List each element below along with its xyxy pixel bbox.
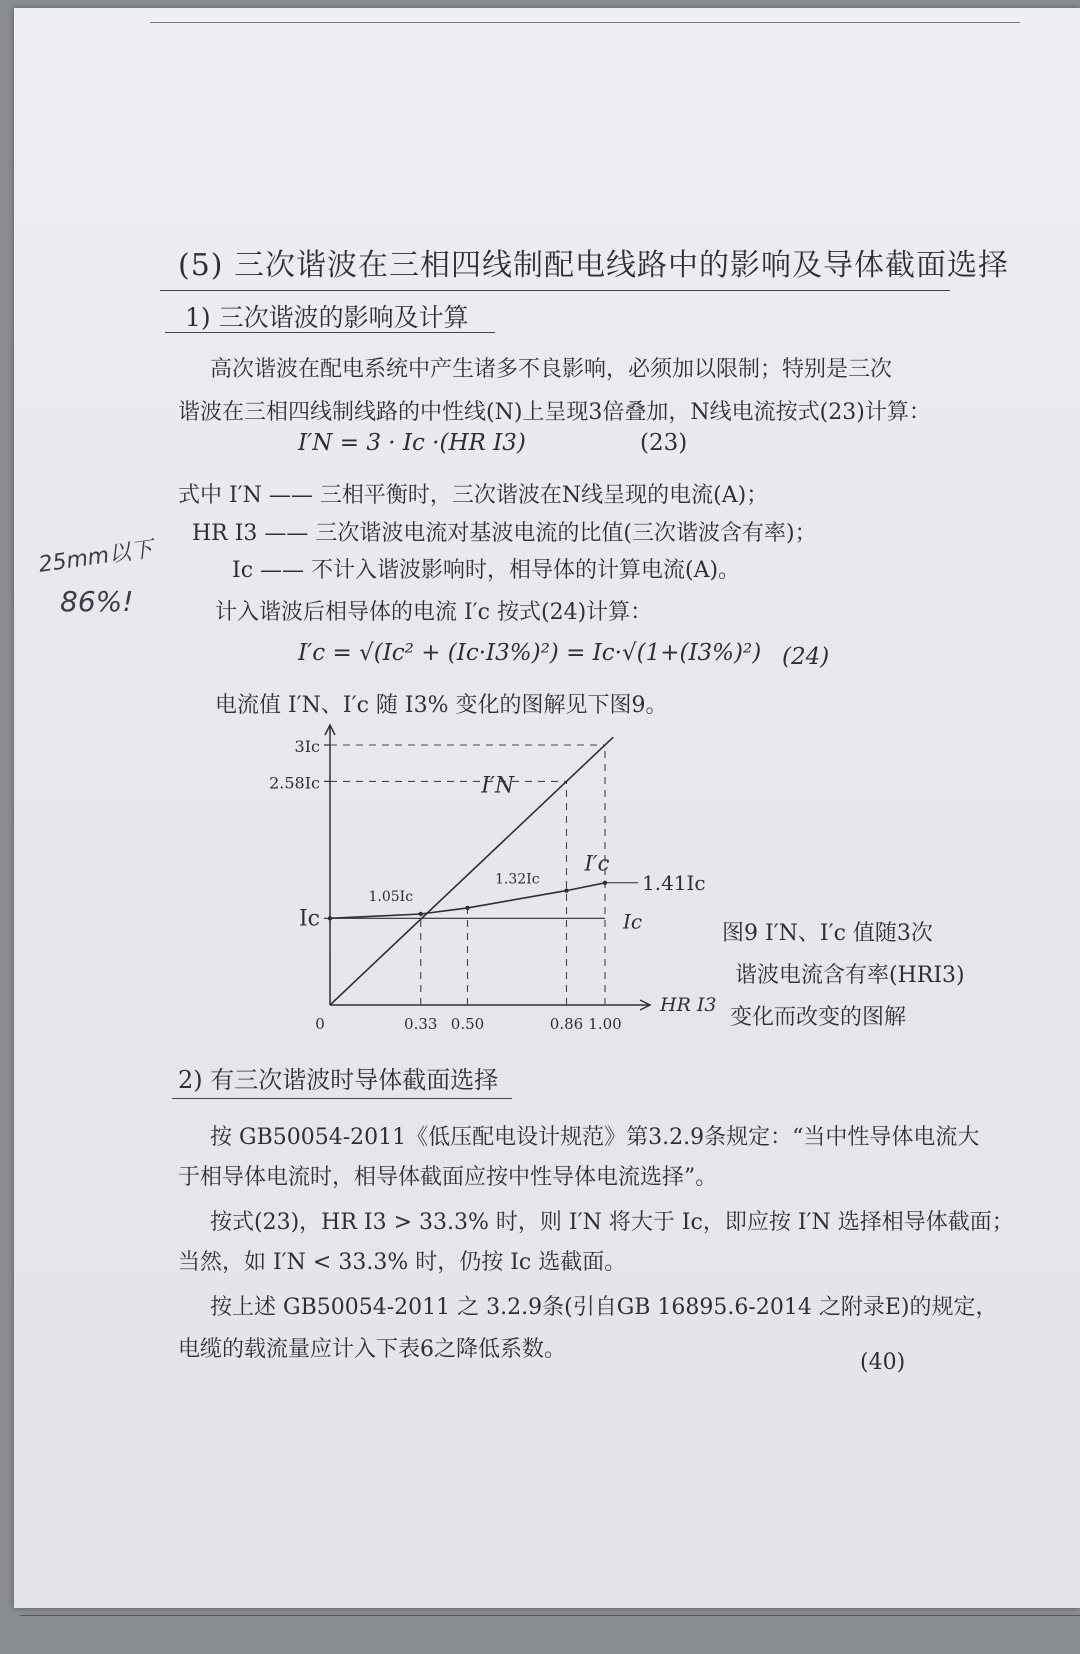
section1-para2: 计入谐波后相导体的电流 I′c 按式(24)计算： [215,600,653,625]
point-Icp-1 [419,912,423,916]
margin-note-line1: 25mm以下 [37,537,155,578]
where-line3: Ic —— 不计入谐波影响时，相导体的计算电流(A)。 [232,558,741,583]
label-132: 1.32Ic [495,871,540,888]
equation-24-number: (24) [782,644,830,670]
section2-line2: 于相导体电流时，相导体截面应按中性导体电流选择”。 [178,1165,718,1190]
x-tick-label-2: 0.50 [450,1015,485,1033]
page-number: (40) [860,1350,906,1375]
label-IN: I′N [481,773,515,799]
where-line2: HR I3 —— 三次谐波电流对基波电流的比值(三次谐波含有率)； [192,521,817,546]
equation-24: I′c = √(Ic² + (Ic·I3%)²) = Ic·√(1+(I3%)²) [298,640,762,666]
y-tick-label-2: Ic [298,906,320,932]
point-Icp-2 [465,906,469,910]
section1-para-line1: 高次谐波在配电系统中产生诸多不良影响，必须加以限制；特别是三次 [210,357,893,382]
section2-line3: 按式(23)，HR I3 > 33.3% 时，则 I′N 将大于 Ic，即应按 I′N 选择相导体截面； [210,1210,1014,1235]
equation-23: I′N = 3 · Ic ·(HR I3) [298,430,526,456]
section2-title: 2) 有三次谐波时导体截面选择 [178,1066,499,1094]
label-105: 1.05Ic [368,889,414,905]
figure-caption-line1: 图9 I′N、I′c 值随3次 [722,921,933,946]
x-tick-label-0: 0 [315,1015,325,1033]
section2-line1: 按 GB50054-2011《低压配电设计规范》第3.2.9条规定：“当中性导体电流大 [210,1125,980,1150]
x-axis-label: HR I3 [660,994,717,1016]
section2-line4: 当然，如 I′N < 33.3% 时，仍按 Ic 选截面。 [178,1250,627,1275]
figure-caption-line2: 谐波电流含有率(HRI3) [735,963,965,988]
label-Icp: I′c [584,851,610,876]
point-Icp-4 [603,881,607,885]
margin-note-line2: 86%! [60,585,134,618]
where-line1: 式中 I′N —— 三相平衡时，三次谐波在N线呈现的电流(A)； [178,483,769,508]
label-141: 1.41Ic [642,870,706,895]
bottom-border-line [20,1615,1080,1616]
main-heading: (5) 三次谐波在三相四线制配电线路中的影响及导体截面选择 [178,248,1010,283]
y-tick-label-0: 3Ic [294,737,320,756]
section1-title: 1) 三次谐波的影响及计算 [185,303,469,332]
x-tick-label-1: 0.33 [404,1015,438,1033]
x-tick-label-4: 1.00 [588,1015,622,1033]
x-tick-label-3: 0.86 [549,1015,584,1033]
section1-para3: 电流值 I′N、I′c 随 I3% 变化的图解见下图9。 [215,693,668,718]
point-Icp-3 [564,888,568,892]
label-Ic-line: Ic [623,909,643,934]
section2-line6: 电缆的载流量应计入下表6之降低系数。 [178,1337,566,1362]
series-IN-line [330,737,613,1005]
section2-line5: 按上述 GB50054-2011 之 3.2.9条(引自GB 16895.6-2014 之附录E)的规定， [210,1295,998,1320]
section2-underline [172,1098,512,1099]
y-tick-label-1: 2.58Ic [269,773,320,793]
equation-23-number: (23) [640,430,688,456]
section1-para-line2: 谐波在三相四线制线路的中性线(N)上呈现3倍叠加，N线电流按式(23)计算： [178,400,931,425]
figure-caption-line3: 变化而改变的图解 [730,1005,907,1030]
